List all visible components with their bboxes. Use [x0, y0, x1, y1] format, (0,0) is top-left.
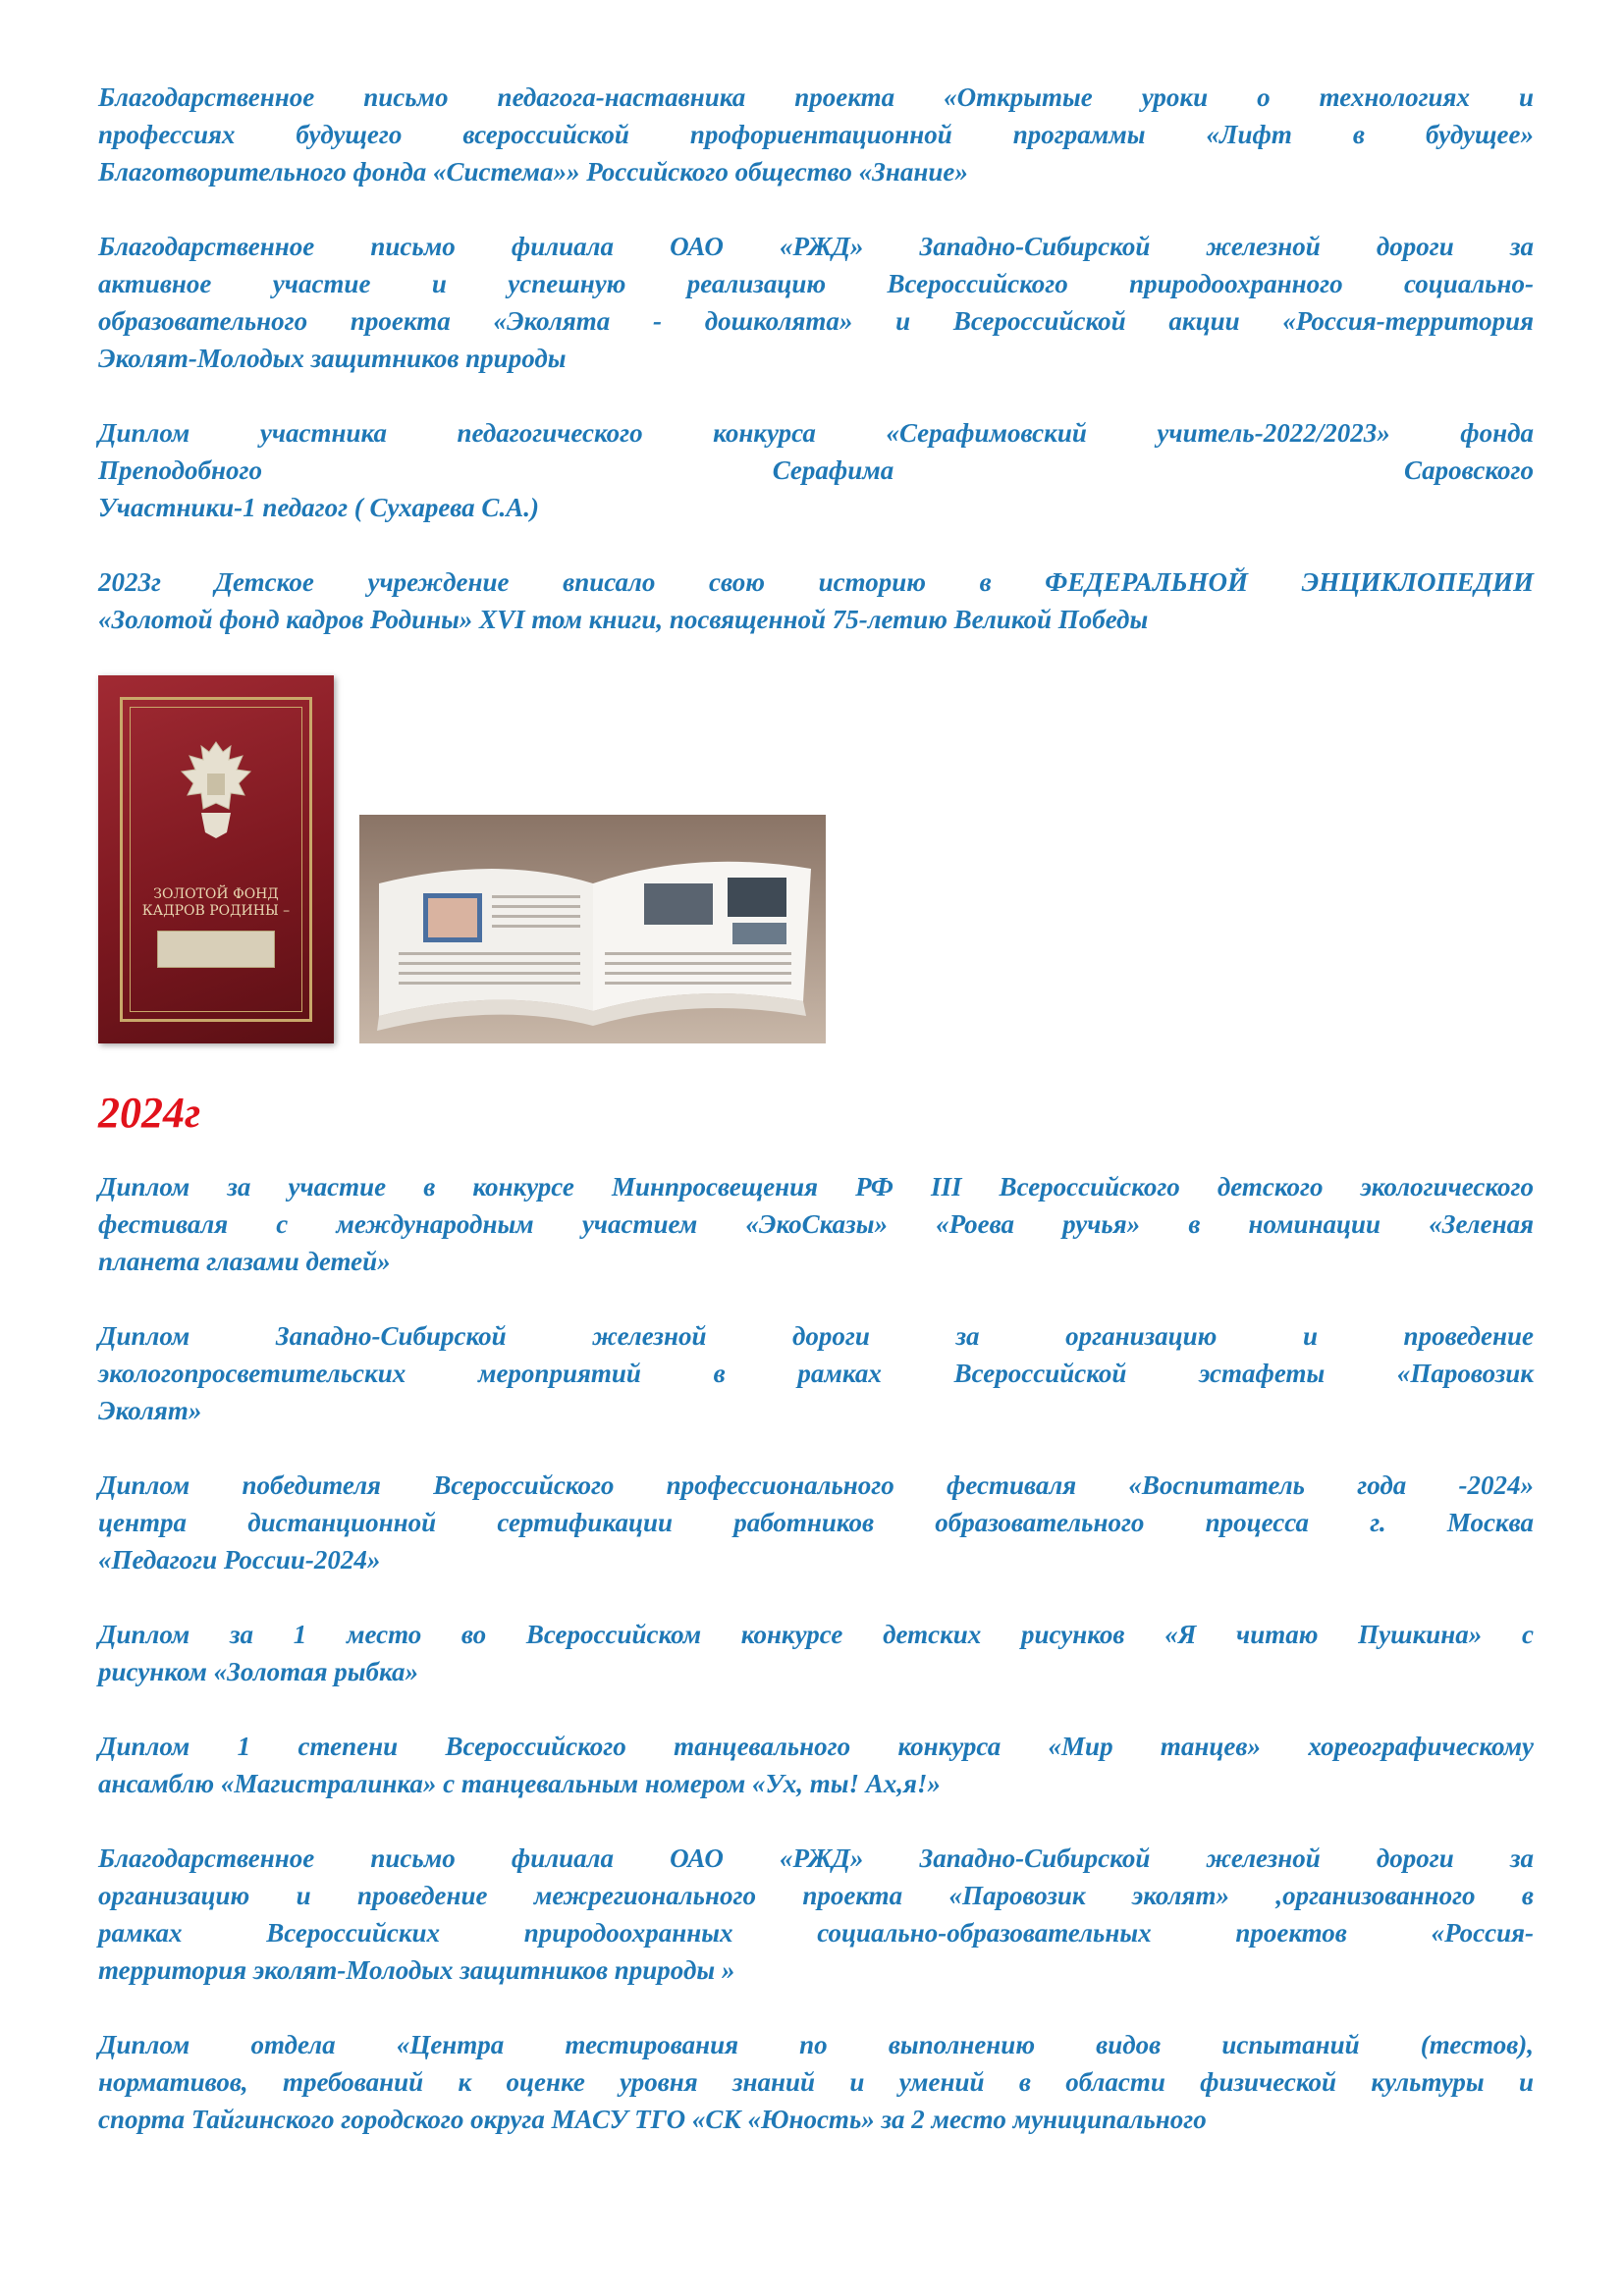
award-paragraph	[98, 414, 1534, 526]
paragraph-line: фестиваля с международным участием «ЭкоСказы» «Роева ручья» в номинации «Зеленая	[98, 1209, 1534, 1239]
paragraph-line: центра дистанционной сертификации работников образовательного процесса г. Москва	[98, 1508, 1534, 1537]
award-paragraph	[98, 1168, 1534, 1280]
paragraph-line: Благодарственное письмо филиала ОАО «РЖД» Западно-Сибирской железной дороги за	[98, 1843, 1534, 1873]
open-book-photo	[359, 815, 826, 1043]
paragraph-line: Эколят-Молодых защитников природы	[98, 344, 567, 373]
award-paragraph	[98, 1317, 1534, 1429]
paragraph-line: активное участие и успешную реализацию Всероссийского природоохранного социально-	[98, 269, 1534, 298]
award-paragraph	[98, 1728, 1534, 1802]
paragraph-line: образовательного проекта «Эколята - дошколята» и Всероссийской акции «Россия-территория	[98, 306, 1534, 336]
paragraph-line: Диплом за участие в конкурсе Минпросвещения РФ III Всероссийского детского экологического	[98, 1172, 1534, 1201]
cover-title	[128, 886, 304, 920]
year-heading: 2024г	[98, 1089, 201, 1137]
award-paragraph	[98, 79, 1534, 190]
coat-of-arms-icon	[172, 734, 260, 842]
paragraph-line: Диплом победителя Всероссийского профессионального фестиваля «Воспитатель года -2024»	[98, 1470, 1534, 1500]
award-paragraph	[98, 563, 1534, 638]
document-page	[98, 79, 1534, 2175]
section-2024	[98, 1168, 1534, 2138]
award-paragraph	[98, 228, 1534, 377]
paragraph-line: планета глазами детей»	[98, 1247, 391, 1276]
paragraph-line: территория эколят-Молодых защитников природы »	[98, 1955, 735, 1985]
paragraph-line: Диплом отдела «Центра тестирования по выполнению видов испытаний (тестов),	[98, 2030, 1534, 2059]
paragraph-line: Диплом за 1 место во Всероссийском конкурсе детских рисунков «Я читаю Пушкина» с	[98, 1620, 1534, 1649]
paragraph-line: Благодарственное письмо филиала ОАО «РЖД» Западно-Сибирской железной дороги за	[98, 232, 1534, 261]
paragraph-line: Преподобного Серафима Саровского	[98, 455, 1534, 485]
paragraph-line: Благодарственное письмо педагога-наставника проекта «Открытые уроки о технологиях и	[98, 82, 1534, 112]
paragraph-line: организацию и проведение межрегионального проекта «Паровозик эколят» ,организованного в	[98, 1881, 1534, 1910]
open-book-illustration	[359, 815, 826, 1043]
paragraph-line: Диплом участника педагогического конкурса «Серафимовский учитель-2022/2023» фонда	[98, 418, 1534, 448]
photos-row	[98, 675, 1534, 1048]
paragraph-line: Эколят»	[98, 1396, 202, 1425]
paragraph-line: «Педагоги России-2024»	[98, 1545, 381, 1575]
award-paragraph	[98, 1840, 1534, 1989]
paragraph-line: Участники-1 педагог ( Сухарева С.А.)	[98, 493, 539, 522]
award-paragraph	[98, 1467, 1534, 1578]
cover-title-line: КАДРОВ РОДИНЫ –	[141, 903, 291, 919]
paragraph-line: 2023г Детское учреждение вписало свою историю в ФЕДЕРАЛЬНОЙ ЭНЦИКЛОПЕДИИ	[98, 567, 1534, 597]
award-paragraph	[98, 1616, 1534, 1690]
paragraph-line: рисунком «Золотая рыбка»	[98, 1657, 418, 1686]
paragraph-line: нормативов, требований к оценке уровня знаний и умений в области физической культуры и	[98, 2067, 1534, 2097]
cover-plate	[157, 931, 275, 968]
paragraph-line: рамках Всероссийских природоохранных социально-образовательных проектов «Россия-	[98, 1918, 1534, 1948]
section-2023	[98, 79, 1534, 638]
paragraph-line: Диплом 1 степени Всероссийского танцевального конкурса «Мир танцев» хореографическому	[98, 1732, 1534, 1761]
paragraph-line: профессиях будущего всероссийской профориентационной программы «Лифт в будущее»	[98, 120, 1534, 149]
award-paragraph	[98, 2026, 1534, 2138]
paragraph-line: Диплом Западно-Сибирской железной дороги за организацию и проведение	[98, 1321, 1534, 1351]
paragraph-line: «Золотой фонд кадров Родины» XVI том книги, посвященной 75-летию Великой Победы	[98, 605, 1149, 634]
cover-title-line: ЗОЛОТОЙ ФОНД	[153, 886, 279, 902]
book-cover-photo	[98, 675, 334, 1043]
paragraph-line: ансамблю «Магистралинка» с танцевальным номером «Ух, ты! Ах,я!»	[98, 1769, 941, 1798]
paragraph-line: Благотворительного фонда «Система»» Российского общество «Знание»	[98, 157, 968, 187]
paragraph-line: экологопросветительских мероприятий в рамках Всероссийской эстафеты «Паровозик	[98, 1359, 1534, 1388]
paragraph-line: спорта Тайгинского городского округа МАСУ ТГО «СК «Юность» за 2 место муниципального	[98, 2105, 1207, 2134]
